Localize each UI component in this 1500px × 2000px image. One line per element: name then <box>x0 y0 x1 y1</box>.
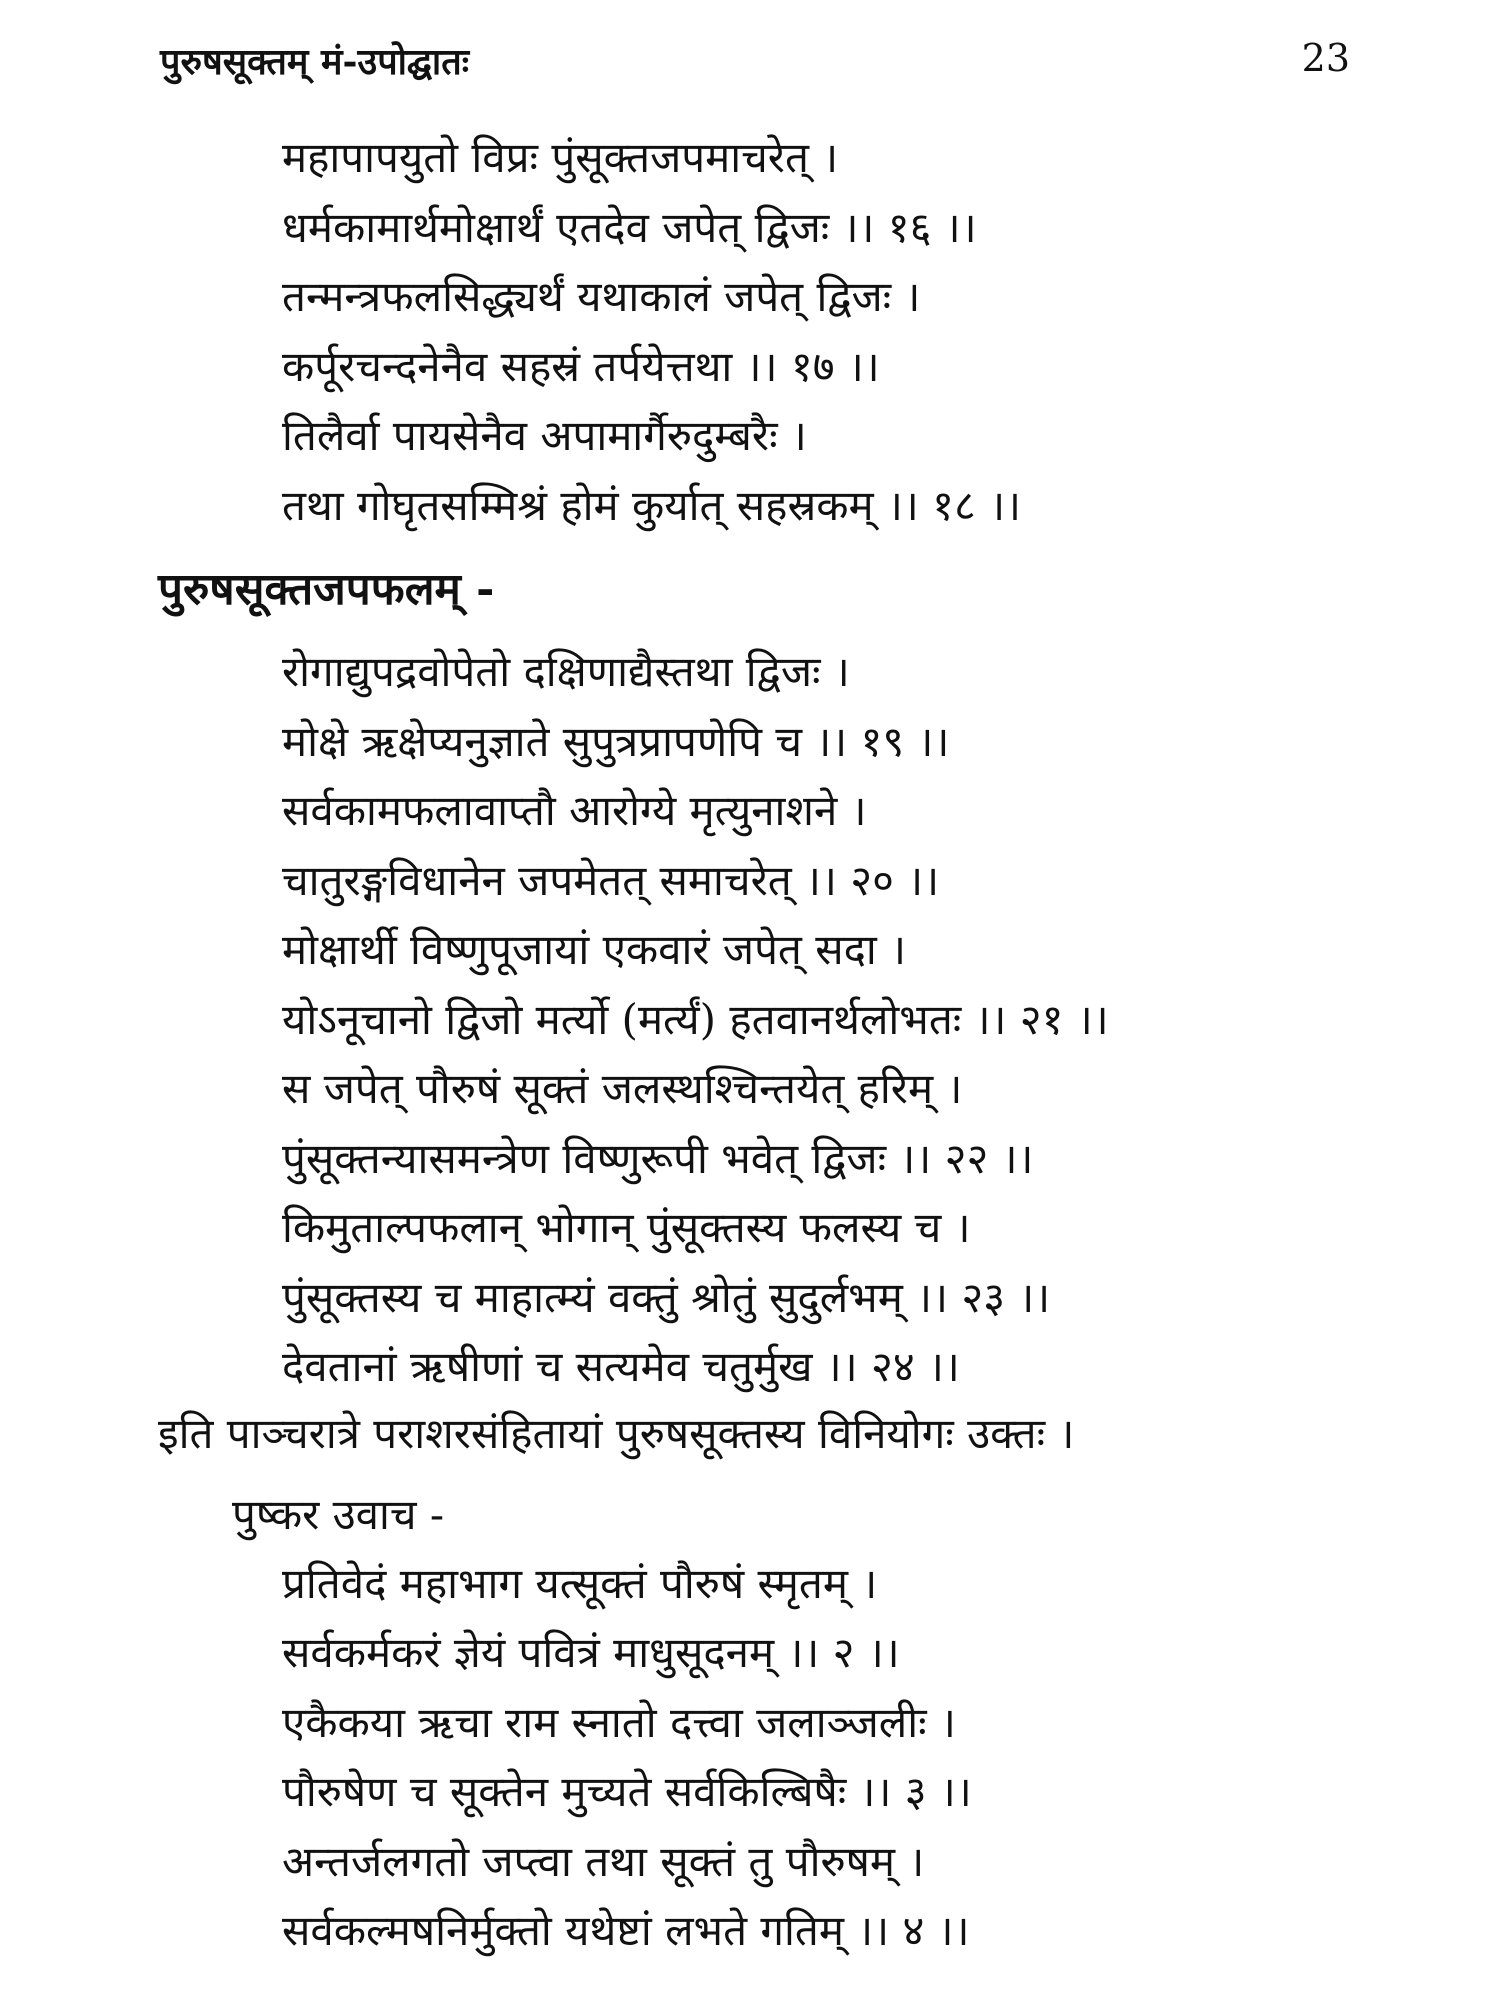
verse-line: एकैकया ऋचा राम स्नातो दत्त्वा जलाञ्जलीः । <box>282 1698 956 1747</box>
verse-line: तथा गोघृतसम्मिश्रं होमं कुर्यात् सहस्रकम् ।। १८ ।। <box>282 481 1022 530</box>
verse-line: किमुताल्पफलान् भोगान् पुंसूक्तस्य फलस्य च । <box>282 1203 971 1252</box>
page-number: 23 <box>1301 36 1350 80</box>
verse-line: तिलैर्वा पायसेनैव अपामार्गैरुदुम्बरैः । <box>282 411 807 460</box>
verse-line: सर्वकल्मषनिर्मुक्तो यथेष्टां लभते गतिम् ।। ४ ।। <box>282 1906 970 1955</box>
verse-line: प्रतिवेदं महाभाग यत्सूक्तं पौरुषं स्मृतम् । <box>282 1559 878 1608</box>
verse-line: मोक्षे ऋक्षेप्यनुज्ञाते सुपुत्रप्रापणेपि च ।। १९ ।। <box>282 717 950 766</box>
verse-line: महापापयुतो विप्रः पुंसूक्तजपमाचरेत् । <box>282 133 839 182</box>
page-header <box>150 36 1350 96</box>
verse-line: पुंसूक्तस्य च माहात्म्यं वक्तुं श्रोतुं सुदुर्लभम् ।। २३ ।। <box>282 1273 1051 1322</box>
verse-line: मोक्षार्थी विष्णुपूजायां एकवारं जपेत् सदा । <box>282 925 907 974</box>
verse-line: स जपेत् पौरुषं सूक्तं जलस्थश्चिन्तयेत् हरिम् । <box>282 1064 963 1113</box>
verse-line: पुंसूक्तन्यासमन्त्रेण विष्णुरूपी भवेत् द्विजः ।। २२ ।। <box>282 1134 1034 1183</box>
verse-line: सर्वकामफलावाप्तौ आरोग्ये मृत्युनाशने । <box>282 786 867 835</box>
verse-line: तन्मन्त्रफलसिद्ध्यर्थं यथाकालं जपेत् द्विजः । <box>282 272 921 321</box>
verse-line: अन्तर्जलगतो जप्त्वा तथा सूक्तं तु पौरुषम् । <box>282 1837 925 1886</box>
verse-line: धर्मकामार्थमोक्षार्थं एतदेव जपेत् द्विजः ।। १६ ।। <box>282 203 977 252</box>
verse-line: कर्पूरचन्दनेनैव सहस्रं तर्पयेत्तथा ।। १७ ।। <box>282 342 880 391</box>
verse-line: चातुरङ्गविधानेन जपमेतत् समाचरेत् ।। २० ।। <box>282 856 940 905</box>
colophon: इति पाञ्चरात्रे पराशरसंहितायां पुरुषसूक्तस्य विनियोगः उक्तः । <box>158 1409 1075 1458</box>
verse-line: पौरुषेण च सूक्तेन मुच्यते सर्वकिल्बिषैः ।। ३ ।। <box>282 1767 972 1816</box>
section-heading: पुरुषसूक्तजपफलम् - <box>158 564 495 615</box>
verse-line: रोगाद्युपद्रवोपेतो दक्षिणाद्यैस्तथा द्विजः । <box>282 647 850 696</box>
running-head: पुरुषसूक्तम् मं-उपोद्घातः <box>160 41 469 83</box>
verse-line: योऽनूचानो द्विजो मर्त्यो (मर्त्यं) हतवानर्थलोभतः ।। २१ ।। <box>282 995 1109 1044</box>
speaker-line: पुष्कर उवाच - <box>232 1490 445 1539</box>
verse-line: सर्वकर्मकरं ज्ञेयं पवित्रं माधुसूदनम् ।। २ ।। <box>282 1628 900 1677</box>
verse-line: देवतानां ऋषीणां च सत्यमेव चतुर्मुख ।। २४ ।। <box>282 1342 960 1391</box>
